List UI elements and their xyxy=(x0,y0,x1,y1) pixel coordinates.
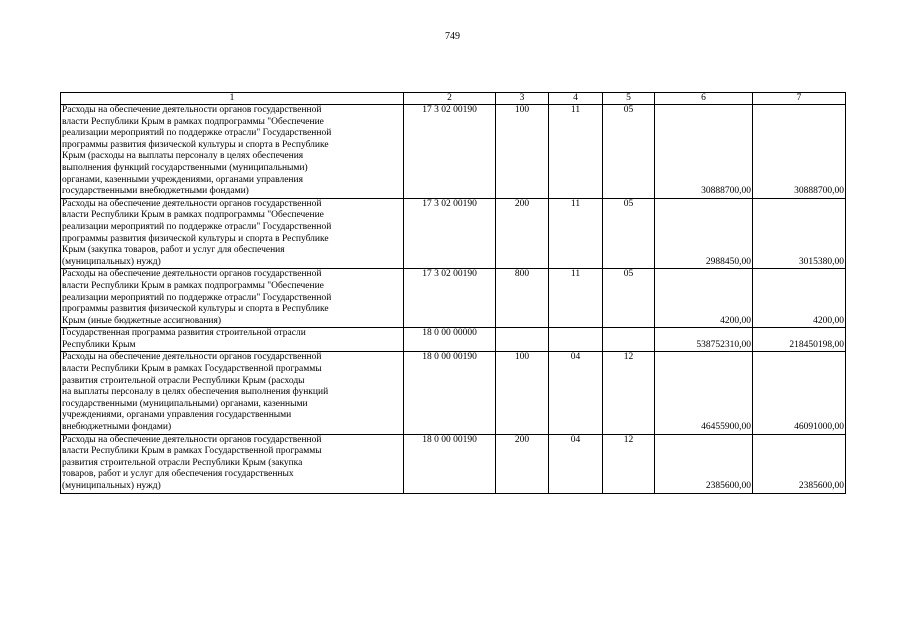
target-code: 18 0 00 00190 xyxy=(404,352,496,434)
amount-year-1: 4200,00 xyxy=(655,269,753,328)
amount-year-2: 4200,00 xyxy=(753,269,846,328)
subsection-code: 12 xyxy=(603,352,655,434)
column-header: 4 xyxy=(549,93,603,105)
table-row xyxy=(61,269,846,328)
amount-year-1: 2988450,00 xyxy=(655,198,753,269)
column-header: 7 xyxy=(753,93,846,105)
page-number: 749 xyxy=(445,31,460,42)
amount-year-2: 46091000,00 xyxy=(753,352,846,434)
expense-type-code: 200 xyxy=(496,198,549,269)
section-code xyxy=(549,328,603,352)
column-header: 1 xyxy=(61,93,404,105)
table-row xyxy=(61,352,846,434)
expense-type-code: 200 xyxy=(496,434,549,493)
column-header: 2 xyxy=(404,93,496,105)
expense-type-code: 100 xyxy=(496,105,549,199)
amount-year-1: 30888700,00 xyxy=(655,105,753,199)
amount-year-2: 3015380,00 xyxy=(753,198,846,269)
section-code: 04 xyxy=(549,352,603,434)
subsection-code: 05 xyxy=(603,105,655,199)
subsection-code xyxy=(603,328,655,352)
target-code: 18 0 00 00190 xyxy=(404,434,496,493)
section-code: 11 xyxy=(549,269,603,328)
table-row xyxy=(61,434,846,493)
section-code: 11 xyxy=(549,105,603,199)
expense-type-code: 800 xyxy=(496,269,549,328)
target-code: 17 3 02 00190 xyxy=(404,105,496,199)
target-code: 18 0 00 00000 xyxy=(404,328,496,352)
column-header-row xyxy=(61,93,846,105)
amount-year-1: 538752310,00 xyxy=(655,328,753,352)
subsection-code: 05 xyxy=(603,198,655,269)
section-code: 04 xyxy=(549,434,603,493)
column-header: 6 xyxy=(655,93,753,105)
expense-type-code xyxy=(496,328,549,352)
expense-description: Расходы на обеспечение деятельности органов государственной власти Республики Крым в рамках Государственной программы развития строительной отрасли Республики Крым (расходы на выплаты персоналу в целях обеспечения выполнения функций государственными (муниципальными) органами, казенными учреждениями, органами управления государственными внебюджетными фондами) xyxy=(61,352,404,434)
column-header: 5 xyxy=(603,93,655,105)
amount-year-2: 218450198,00 xyxy=(753,328,846,352)
target-code: 17 3 02 00190 xyxy=(404,198,496,269)
amount-year-2: 2385600,00 xyxy=(753,434,846,493)
budget-table xyxy=(60,92,846,494)
expense-type-code: 100 xyxy=(496,352,549,434)
table-row xyxy=(61,328,846,352)
expense-description: Государственная программа развития строительной отрасли Республики Крым xyxy=(61,328,404,352)
section-code: 11 xyxy=(549,198,603,269)
table-row xyxy=(61,198,846,269)
subsection-code: 12 xyxy=(603,434,655,493)
table-row xyxy=(61,105,846,199)
column-header: 3 xyxy=(496,93,549,105)
amount-year-1: 46455900,00 xyxy=(655,352,753,434)
expense-description: Расходы на обеспечение деятельности органов государственной власти Республики Крым в рамках Государственной программы развития строительной отрасли Республики Крым (закупка товаров, работ и услуг для обеспечения государственных (муниципальных) нужд) xyxy=(61,434,404,493)
expense-description: Расходы на обеспечение деятельности органов государственной власти Республики Крым в рамках подпрограммы "Обеспечение реализации мероприятий по поддержке отрасли" Государственной программы развития физической культуры и спорта в Республике Крым (расходы на выплаты персоналу в целях обеспечения выполнения функций государственными (муниципальными) органами, казенными учреждениями, органами управления государственными внебюджетными фондами) xyxy=(61,105,404,199)
expense-description: Расходы на обеспечение деятельности органов государственной власти Республики Крым в рамках подпрограммы "Обеспечение реализации мероприятий по поддержке отрасли" Государственной программы развития физической культуры и спорта в Республике Крым (иные бюджетные ассигнования) xyxy=(61,269,404,328)
target-code: 17 3 02 00190 xyxy=(404,269,496,328)
expense-description: Расходы на обеспечение деятельности органов государственной власти Республики Крым в рамках подпрограммы "Обеспечение реализации мероприятий по поддержке отрасли" Государственной программы развития физической культуры и спорта в Республике Крым (закупка товаров, работ и услуг для обеспечения (муниципальных) нужд) xyxy=(61,198,404,269)
amount-year-2: 30888700,00 xyxy=(753,105,846,199)
amount-year-1: 2385600,00 xyxy=(655,434,753,493)
subsection-code: 05 xyxy=(603,269,655,328)
